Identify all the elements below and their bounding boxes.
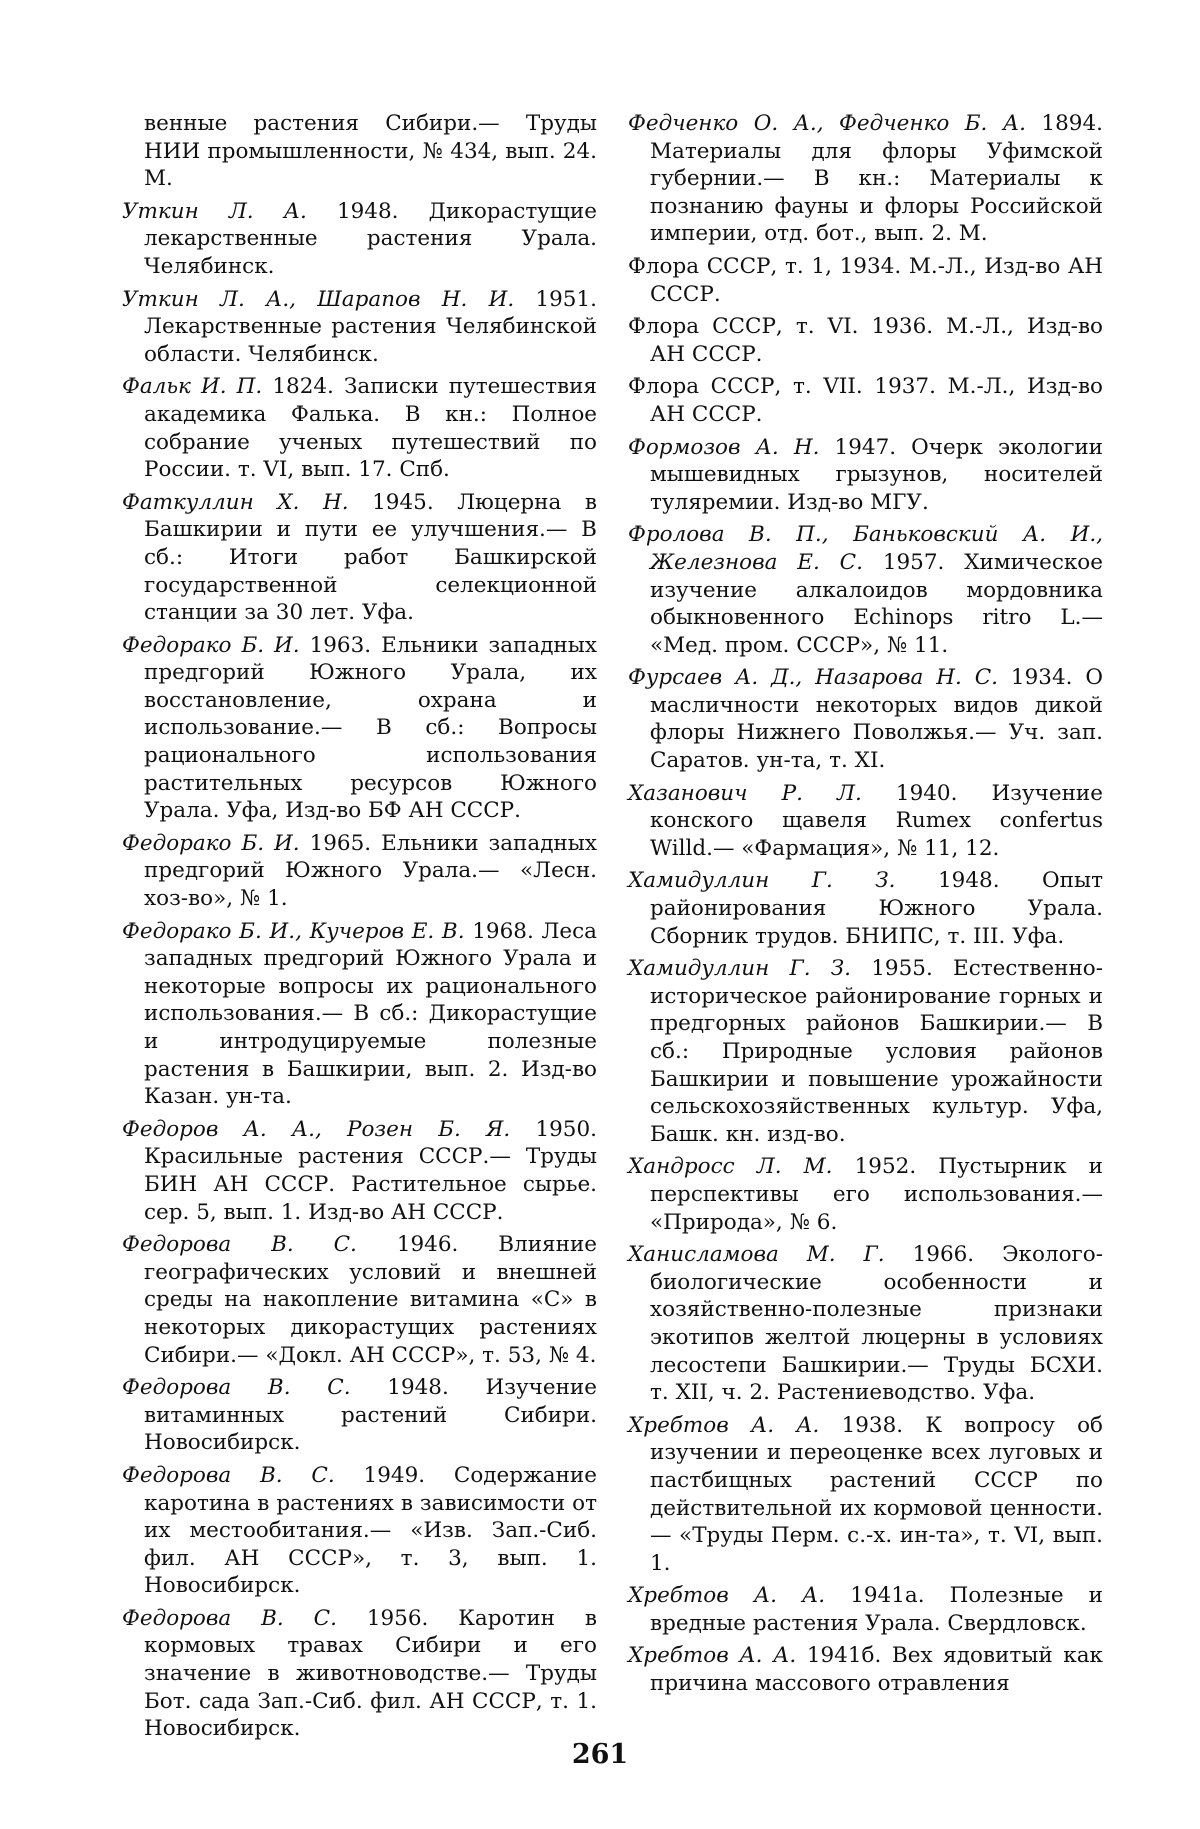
entry-text: 1941а. Полезные и вредные растения Урала. Свердловск. <box>650 1583 1103 1636</box>
bibliography-entry <box>628 867 1103 950</box>
entry-text: 1948. Дикорастущие лекарственные растения Урала. Челябинск. <box>144 198 597 279</box>
entry-author: Хребтов А. А. <box>628 1643 797 1669</box>
entry-author: Уткин Л. А., Шарапов Н. И. <box>122 286 515 312</box>
entry-text: 1950. Красильные растения СССР.— Труды БИН АН СССР. Растительное сырье. сер. 5, вып. 1. Изд-во АН СССР. <box>144 1116 597 1225</box>
bibliography-entry <box>628 955 1103 1148</box>
entry-text: Флора СССР, т. VII. 1937. М.-Л., Изд-во АН СССР. <box>628 374 1103 427</box>
entry-text: 1940. Изучение конского щавеля Rumex confertus Willd.— «Фармация», № 11, 12. <box>650 780 1103 861</box>
bibliography-entry <box>122 198 597 281</box>
entry-author: Хребтов А. А. <box>628 1412 820 1438</box>
bibliography-entry <box>122 830 597 913</box>
entry-author: Фурсаев А. Д., Назарова Н. С. <box>628 665 998 691</box>
bibliography-entry <box>122 1462 597 1600</box>
entry-author: Федорако Б. И., Кучеров Е. В. <box>122 918 465 944</box>
bibliography-entry <box>628 1412 1103 1578</box>
entry-author: Хандросс Л. М. <box>628 1154 833 1180</box>
entry-author: Федорако Б. И. <box>122 830 300 856</box>
entry-author: Фальк И. П. <box>122 374 263 400</box>
bibliography-entry <box>628 1153 1103 1236</box>
bibliography-entry <box>122 373 597 483</box>
bibliography-entry <box>628 373 1103 428</box>
entry-author: Уткин Л. А. <box>122 198 307 224</box>
bibliography-entry <box>122 489 597 627</box>
entry-author: Федорова В. С. <box>122 1375 351 1401</box>
entry-text: 1948. Изучение витаминных растений Сибири. Новосибирск. <box>144 1375 597 1456</box>
bibliography-entry <box>122 1116 597 1226</box>
bibliography-entry <box>628 664 1103 774</box>
entry-author: Федченко О. А., Федченко Б. А. <box>628 111 1026 136</box>
bibliography-entry <box>122 1605 597 1743</box>
entry-text: 1824. Записки путешествия академика Фалька. В кн.: Полное собрание ученых путешествий по России. т. VI, вып. 17. Спб. <box>144 374 597 483</box>
entry-author: Хазанович Р. Л. <box>628 780 862 806</box>
entry-author: Ханисламова М. Г. <box>628 1242 885 1268</box>
entry-text: 1938. К вопросу об изучении и переоценке всех луговых и пастбищных растений СССР по действительной их кормовой ценности.— «Труды Перм. с.-х. ин-та», т. VI, вып. 1. <box>650 1412 1103 1576</box>
entry-author: Фролова В. П., Баньковский А. И., Железнова Е. С. <box>628 522 1103 575</box>
bibliography-entry <box>628 434 1103 517</box>
entry-text: Флора СССР, т. 1, 1934. М.-Л., Изд-во АН СССР. <box>628 253 1103 307</box>
right-column <box>628 110 1103 1703</box>
bibliography-entry <box>122 286 597 369</box>
entry-author: Федоров А. А., Розен Б. Я. <box>122 1116 511 1142</box>
entry-text: 1968. Леса западных предгорий Южного Урала и некоторые вопросы их рационального использования.— В сб.: Дикорастущие и интродуцируемые полезные растения в Башкирии, вып. 2. Изд-во Казан. ун-та. <box>144 918 597 1110</box>
entry-text: 1957. Химическое изучение алкалоидов мордовника обыкновенного Echinops ritro L.— «Мед. пром. СССР», № 11. <box>650 549 1103 658</box>
entry-text: 1951. Лекарственные растения Челябинской области. Челябинск. <box>144 286 597 367</box>
entry-text: 1949. Содержание каротина в растениях в зависимости от их местообитания.— «Изв. Зап.-Сиб. фил. АН СССР», т. 3, вып. 1. Новосибирск. <box>144 1462 597 1599</box>
bibliography-entry <box>628 253 1103 308</box>
entry-author: Федорова В. С. <box>122 1605 337 1631</box>
page-number: 261 <box>571 1739 629 1770</box>
bibliography-entry <box>628 1241 1103 1407</box>
bibliography-entry <box>628 313 1103 368</box>
bibliography-entry <box>122 632 597 825</box>
entry-text: 1946. Влияние географических условий и внешней среды на накопление витамина «С» в некоторых дикорастущих растениях Сибири.— «Докл. АН СССР», т. 53, № 4. <box>144 1232 597 1368</box>
entry-author: Федорова В. С. <box>122 1232 357 1258</box>
entry-text: 1948. Опыт районирования Южного Урала. Сборник трудов. БНИПС, т. III. Уфа. <box>650 868 1103 949</box>
entry-text: 1966. Эколого-биологические особенности и хозяйственно-полезные признаки экотипов желтой люцерны в условиях лесостепи Башкирии.— Труды БСХИ. т. XII, ч. 2. Растениеводство. Уфа. <box>650 1242 1104 1406</box>
entry-text: 1945. Люцерна в Башкирии и пути ее улучшения.— В сб.: Итоги работ Башкирской государственной селекционной станции за 30 лет. Уфа. <box>144 489 597 626</box>
entry-text: 1952. Пустырник и перспективы его использования.— «Природа», № 6. <box>650 1154 1103 1235</box>
entry-author: Федорова В. С. <box>122 1462 335 1488</box>
bibliography-entry <box>122 1374 597 1457</box>
entry-text: 1963. Ельники западных предгорий Южного Урала, их восстановление, охрана и использование.— В сб.: Вопросы рационального использования растительных ресурсов Южного Урала. Уфа, Изд-во БФ АН СССР. <box>144 632 597 824</box>
bibliography-entry <box>122 110 597 193</box>
left-column <box>122 110 597 1748</box>
entry-author: Хамидуллин Г. З. <box>628 868 896 894</box>
entry-author: Фаткуллин Х. Н. <box>122 489 349 515</box>
entry-author: Хамидуллин Г. З. <box>628 956 852 982</box>
entry-text: 1894. Материалы для флоры Уфимской губернии.— В кн.: Материалы к познанию фауны и флоры Российской империи, отд. бот., вып. 2. М. <box>650 111 1103 247</box>
entry-text: 1934. О масличности некоторых видов дикой флоры Нижнего Поволжья.— Уч. зап. Саратов. ун-та, т. XI. <box>650 665 1103 774</box>
entry-text: 1956. Каротин в кормовых травах Сибири и его значение в животноводстве.— Труды Бот. сада Зап.-Сиб. фил. АН СССР, т. 1. Новосибирск. <box>144 1605 597 1742</box>
bibliography-entry <box>122 1231 597 1369</box>
bibliography-entry <box>628 521 1103 659</box>
entry-text: 1955. Естественно-историческое районирование горных и предгорных районов Башкирии.— В сб.: Природные условия районов Башкирии и повышение урожайности сельскохозяйственных культур. Уфа, Башк. кн. изд-во. <box>650 956 1103 1147</box>
entry-text: венные растения Сибири.— Труды НИИ промышленности, № 434, вып. 24. М. <box>144 111 597 192</box>
entry-text: 1941б. Вех ядовитый как причина массового отравления <box>650 1643 1103 1697</box>
entry-text: 1947. Очерк экологии мышевидных грызунов, носителей туляремии. Изд-во МГУ. <box>650 434 1103 515</box>
bibliography-entry <box>628 1642 1103 1697</box>
bibliography-entry <box>628 780 1103 863</box>
bibliography-entry <box>628 110 1103 248</box>
bibliography-entry <box>628 1582 1103 1637</box>
entry-text: 1965. Ельники западных предгорий Южного Урала.— «Лесн. хоз-во», № 1. <box>144 830 597 912</box>
entry-author: Хребтов А. А. <box>628 1583 826 1609</box>
entry-author: Формозов А. Н. <box>628 434 820 460</box>
entry-author: Федорако Б. И. <box>122 632 300 658</box>
bibliography-entry <box>122 918 597 1111</box>
entry-text: Флора СССР, т. VI. 1936. М.-Л., Изд-во АН СССР. <box>628 314 1103 367</box>
